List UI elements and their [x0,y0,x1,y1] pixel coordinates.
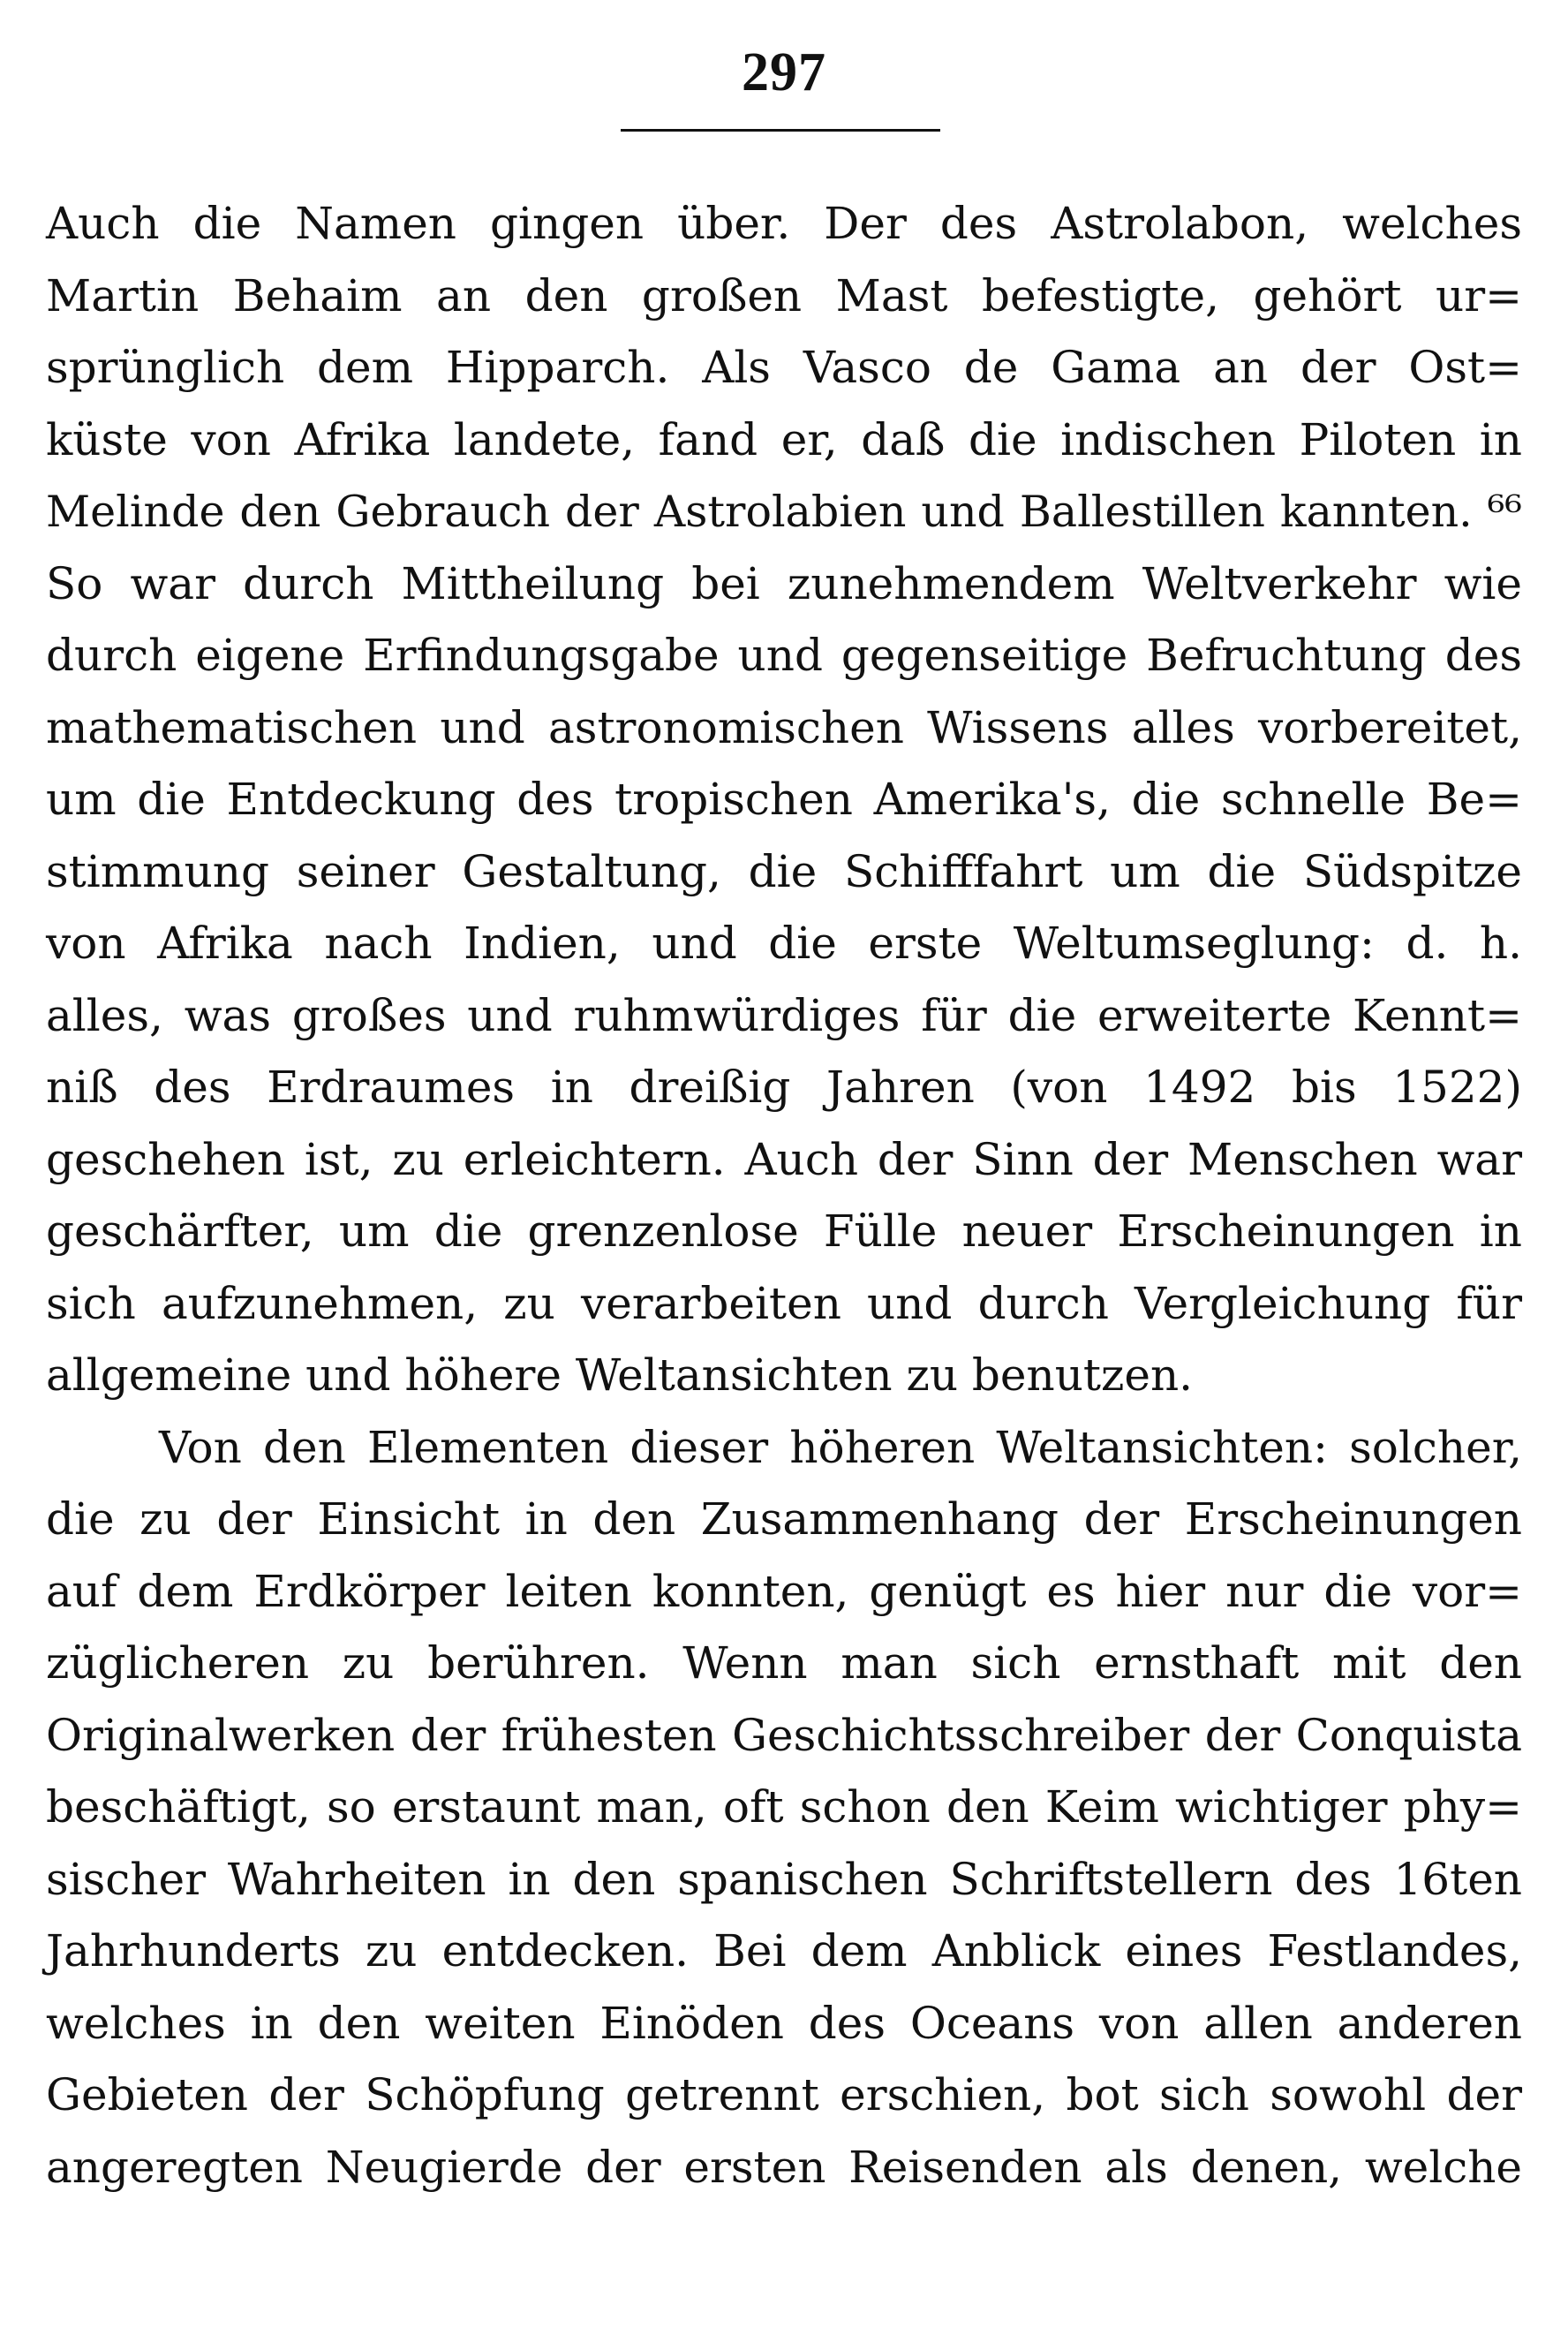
text-line: Originalwerken der frühesten Geschichtsschreiber der Conquista [46,1709,1522,1761]
text-line: geschärfter, um die grenzenlose Fülle neuer Erscheinungen in [46,1206,1522,1257]
text-line: allgemeine und höhere Weltansichten zu benutzen. [46,1349,1194,1401]
text-line: Jahrhunderts zu entdecken. Bei dem Anblick eines Festlandes, [46,1925,1522,1977]
text-line: geschehen ist, zu erleichtern. Auch der Sinn der Menschen war [46,1133,1522,1185]
text-line: Von den Elementen dieser höheren Weltansichten: solcher, [159,1421,1522,1473]
text-line: züglicheren zu berühren. Wenn man sich ernsthaft mit den [46,1637,1522,1689]
text-line: Auch die Namen gingen über. Der des Astrolabon, welches [46,198,1522,249]
text-line: küste von Afrika landete, fand er, daß die indischen Piloten in [46,413,1522,465]
text-line: beschäftigt, so erstaunt man, oft schon den Keim wichtiger phy= [46,1781,1522,1833]
text-line: die zu der Einsicht in den Zusammenhang der Erscheinungen [46,1493,1522,1545]
text-line: um die Entdeckung des tropischen Amerika's, die schnelle Be= [46,774,1522,825]
text-line: alles, was großes und ruhmwürdiges für die erweiterte Kennt= [46,989,1522,1041]
text-line: auf dem Erdkörper leiten konnten, genügt es hier nur die vor= [46,1565,1522,1617]
text-line: von Afrika nach Indien, und die erste Weltumseglung: d. h. [46,918,1522,969]
text-line: angeregten Neugierde der ersten Reisenden als denen, welche [46,2141,1522,2193]
header-rule [621,129,940,132]
text-line: sprünglich dem Hipparch. Als Vasco de Gama an der Ost= [46,342,1522,393]
text-line: sich aufzunehmen, zu verarbeiten und durch Vergleichung für [46,1277,1522,1329]
text-line: So war durch Mittheilung bei zunehmendem Weltverkehr wie [46,557,1522,609]
text-line: niß des Erdraumes in dreißig Jahren (von 1492 bis 1522) [46,1062,1522,1113]
body-text [46,188,1522,2203]
text-line: sischer Wahrheiten in den spanischen Schriftstellern des 16ten [46,1853,1522,1905]
text-line: stimmung seiner Gestaltung, die Schifffahrt um die Südspitze [46,845,1522,897]
text-line: welches in den weiten Einöden des Oceans von allen anderen [46,1997,1522,2049]
page-number: 297 [742,42,826,102]
text-line: Melinde den Gebrauch der Astrolabien und Ballestillen kannten. ⁶⁶ [46,487,1522,537]
text-line: mathematischen und astronomischen Wissens alles vorbereitet, [46,701,1522,753]
text-line: Gebieten der Schöpfung getrennt erschien, bot sich sowohl der [46,2069,1522,2120]
text-line: durch eigene Erfindungsgabe und gegenseitige Befruchtung des [46,630,1522,681]
text-line: Martin Behaim an den großen Mast befestigte, gehört ur= [46,269,1522,321]
